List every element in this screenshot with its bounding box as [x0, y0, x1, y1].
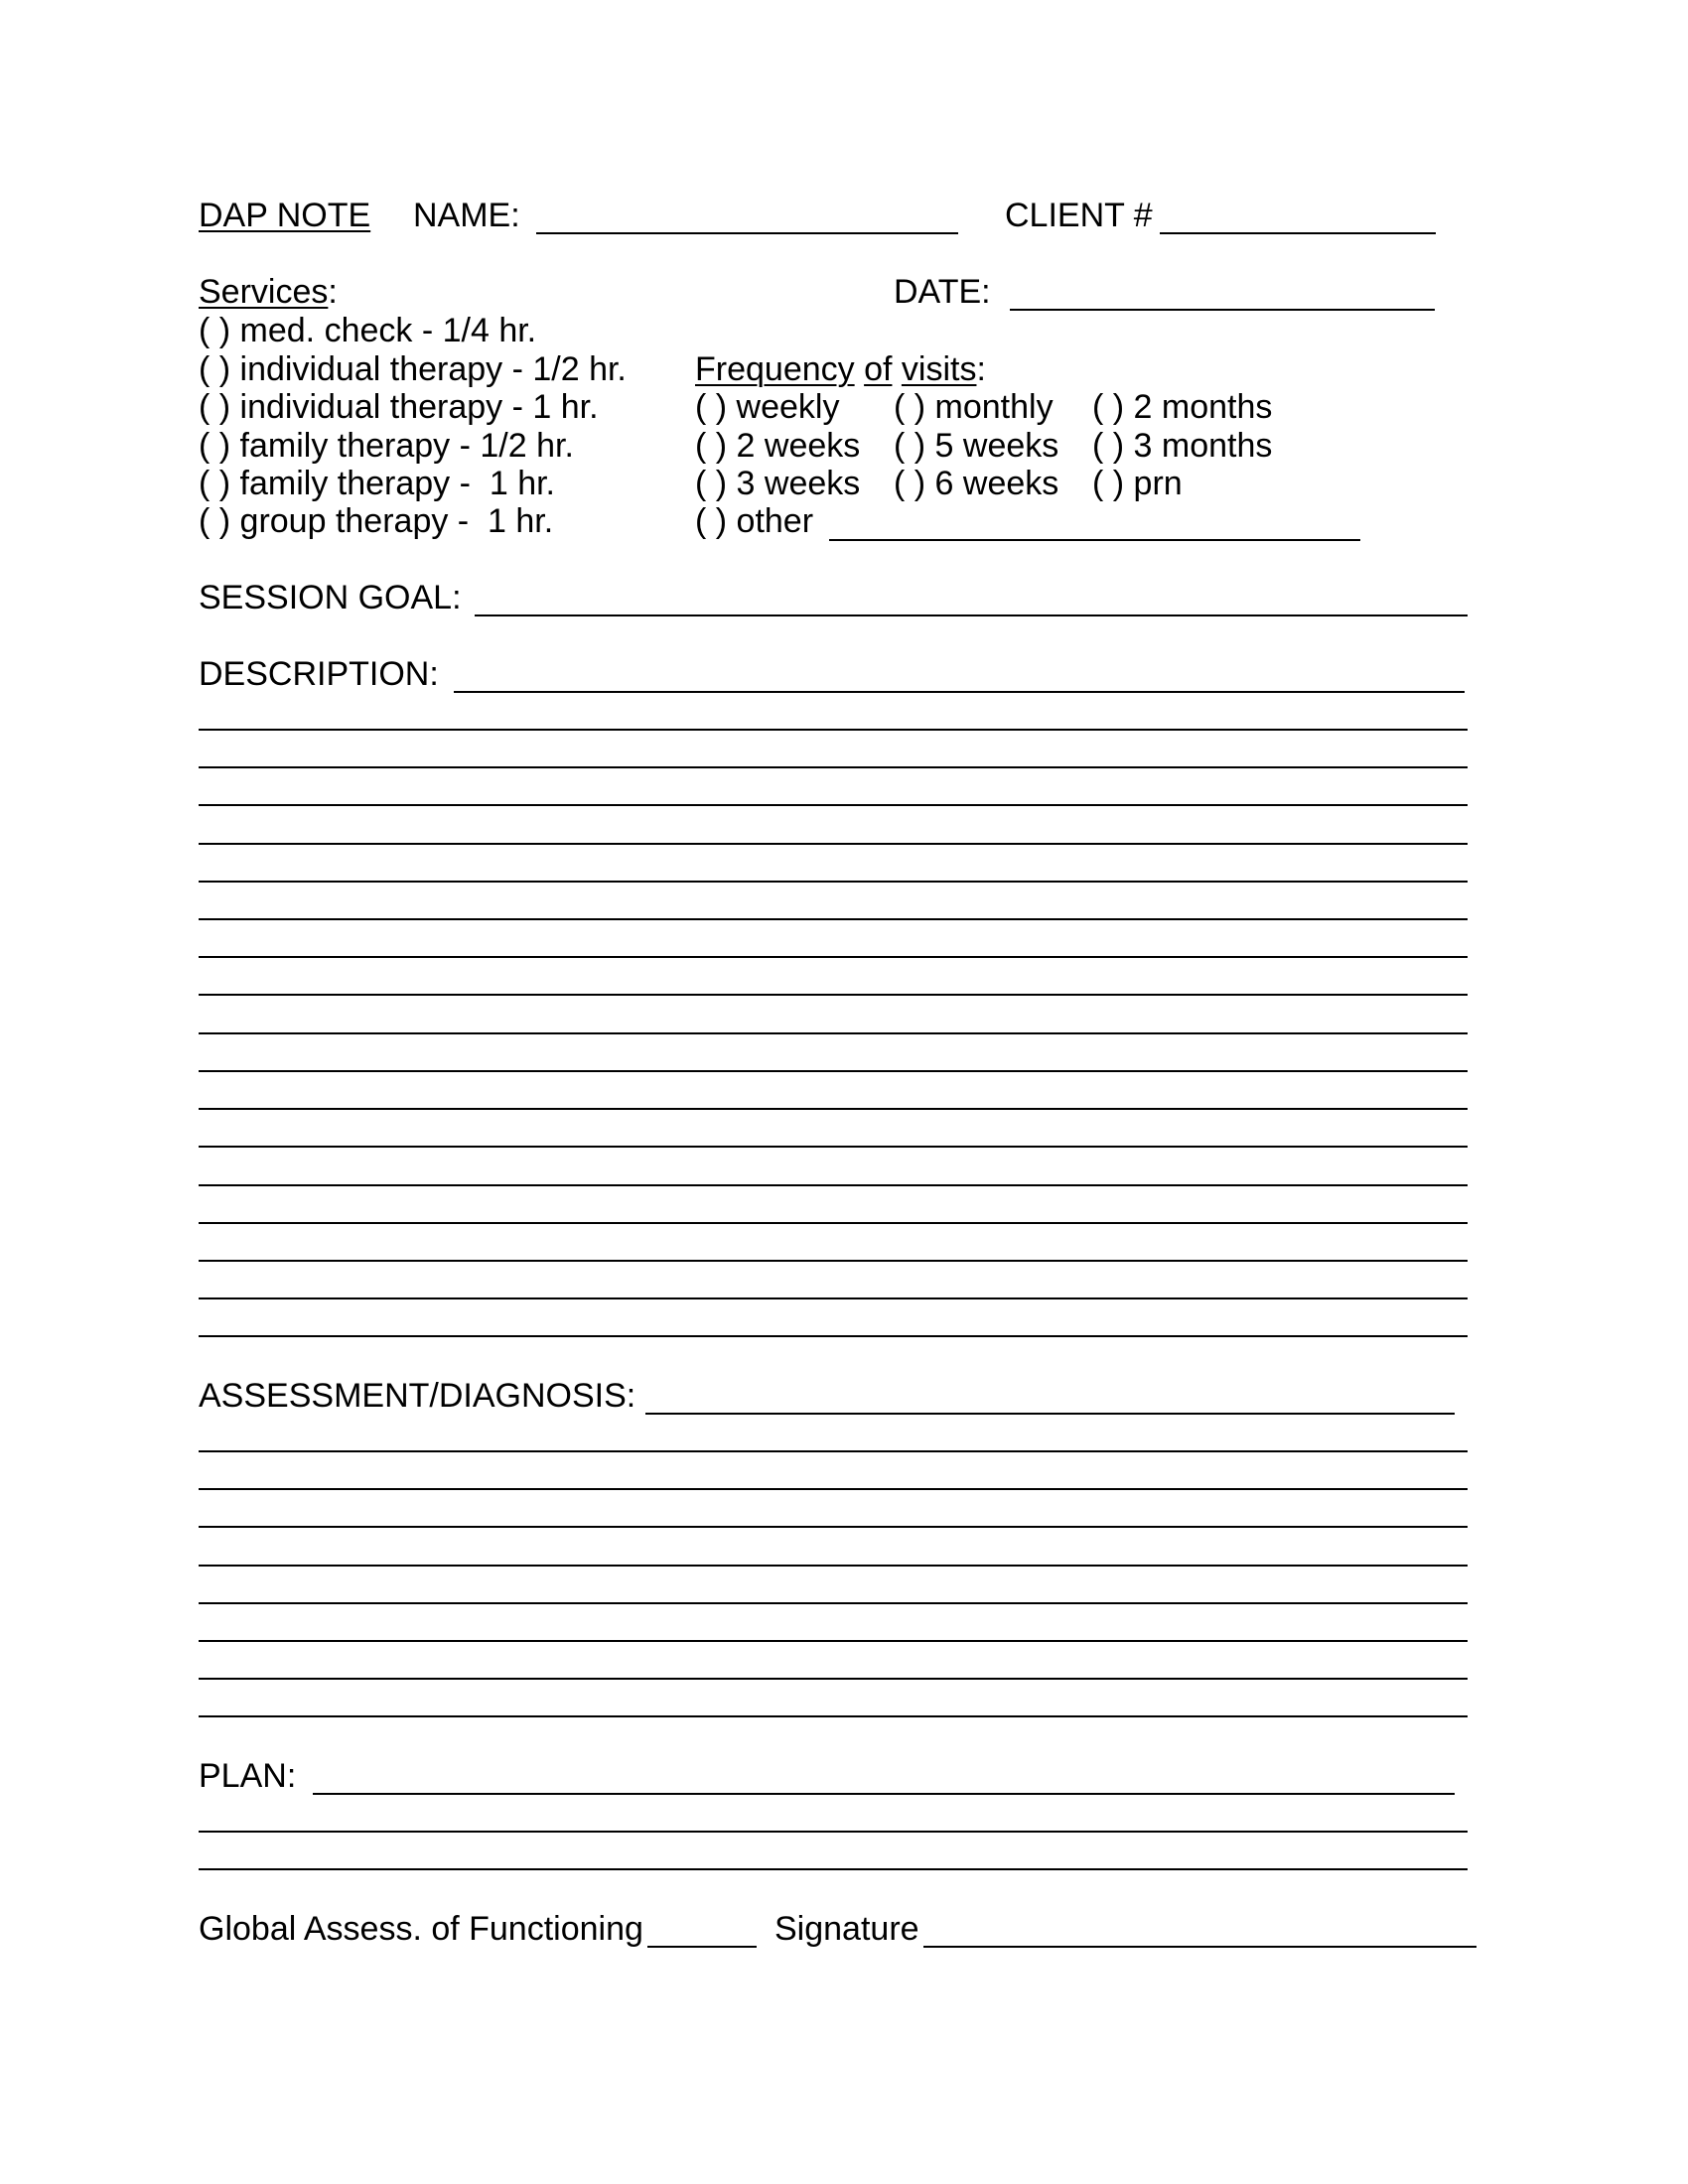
description-line[interactable] — [199, 1184, 1468, 1186]
plan-line[interactable] — [199, 1831, 1468, 1833]
description-line[interactable] — [199, 766, 1468, 768]
description-line[interactable] — [199, 804, 1468, 806]
frequency-option-other[interactable]: ( ) other — [695, 502, 814, 540]
description-line[interactable] — [199, 729, 1468, 731]
gaf-field[interactable] — [647, 1946, 757, 1948]
session-goal-label: SESSION GOAL: — [199, 579, 462, 616]
services-heading-colon: : — [328, 273, 338, 311]
assessment-line[interactable] — [199, 1640, 1468, 1642]
date-field[interactable] — [1010, 309, 1435, 311]
service-option-individual-half[interactable]: ( ) individual therapy - 1/2 hr. — [199, 350, 627, 388]
plan-field[interactable] — [313, 1793, 1455, 1795]
gaf-label: Global Assess. of Functioning — [199, 1910, 643, 1948]
frequency-option-6-weeks[interactable]: ( ) 6 weeks — [894, 465, 1059, 502]
frequency-option-prn[interactable]: ( ) prn — [1092, 465, 1183, 502]
assessment-line[interactable] — [199, 1488, 1468, 1490]
description-line[interactable] — [199, 1032, 1468, 1034]
signature-label: Signature — [774, 1910, 919, 1948]
description-line[interactable] — [199, 843, 1468, 845]
description-line[interactable] — [199, 1222, 1468, 1224]
frequency-heading-word-1: Frequency — [695, 350, 855, 388]
frequency-option-3-months[interactable]: ( ) 3 months — [1092, 427, 1273, 465]
description-line[interactable] — [199, 1335, 1468, 1337]
description-label: DESCRIPTION: — [199, 655, 439, 693]
description-line[interactable] — [199, 994, 1468, 996]
description-line[interactable] — [199, 956, 1468, 958]
description-line[interactable] — [199, 918, 1468, 920]
form-title: DAP NOTE — [199, 197, 371, 234]
plan-line[interactable] — [199, 1868, 1468, 1870]
assessment-field[interactable] — [645, 1413, 1455, 1415]
description-field[interactable] — [454, 691, 1465, 693]
assessment-label: ASSESSMENT/DIAGNOSIS: — [199, 1377, 636, 1415]
description-line[interactable] — [199, 1070, 1468, 1072]
assessment-line[interactable] — [199, 1565, 1468, 1567]
service-option-family-one[interactable]: ( ) family therapy - 1 hr. — [199, 465, 555, 502]
services-heading — [199, 273, 338, 311]
name-field[interactable] — [536, 232, 958, 234]
frequency-other-field[interactable] — [829, 539, 1360, 541]
assessment-line[interactable] — [199, 1678, 1468, 1680]
client-number-label: CLIENT # — [1005, 197, 1153, 234]
date-label: DATE: — [894, 273, 991, 311]
assessment-line[interactable] — [199, 1526, 1468, 1528]
assessment-line[interactable] — [199, 1715, 1468, 1717]
signature-field[interactable] — [923, 1946, 1477, 1948]
services-heading-text: Services — [199, 273, 329, 311]
frequency-heading — [695, 350, 986, 388]
frequency-option-2-weeks[interactable]: ( ) 2 weeks — [695, 427, 861, 465]
service-option-family-half[interactable]: ( ) family therapy - 1/2 hr. — [199, 427, 574, 465]
service-option-group-one[interactable]: ( ) group therapy - 1 hr. — [199, 502, 554, 540]
description-line[interactable] — [199, 1108, 1468, 1110]
assessment-line[interactable] — [199, 1602, 1468, 1604]
frequency-heading-word-3: visits — [901, 350, 977, 388]
service-option-med-check[interactable]: ( ) med. check - 1/4 hr. — [199, 312, 537, 349]
frequency-heading-colon: : — [976, 350, 986, 388]
frequency-option-2-months[interactable]: ( ) 2 months — [1092, 388, 1273, 426]
name-label: NAME: — [413, 197, 520, 234]
frequency-option-3-weeks[interactable]: ( ) 3 weeks — [695, 465, 861, 502]
frequency-option-monthly[interactable]: ( ) monthly — [894, 388, 1054, 426]
client-number-field[interactable] — [1160, 232, 1436, 234]
frequency-heading-word-2: of — [864, 350, 893, 388]
description-line[interactable] — [199, 1146, 1468, 1148]
frequency-option-weekly[interactable]: ( ) weekly — [695, 388, 840, 426]
description-line[interactable] — [199, 881, 1468, 883]
frequency-option-5-weeks[interactable]: ( ) 5 weeks — [894, 427, 1059, 465]
description-line[interactable] — [199, 1297, 1468, 1299]
service-option-individual-one[interactable]: ( ) individual therapy - 1 hr. — [199, 388, 599, 426]
assessment-line[interactable] — [199, 1450, 1468, 1452]
description-line[interactable] — [199, 1260, 1468, 1262]
session-goal-field[interactable] — [475, 614, 1468, 616]
plan-label: PLAN: — [199, 1757, 297, 1795]
